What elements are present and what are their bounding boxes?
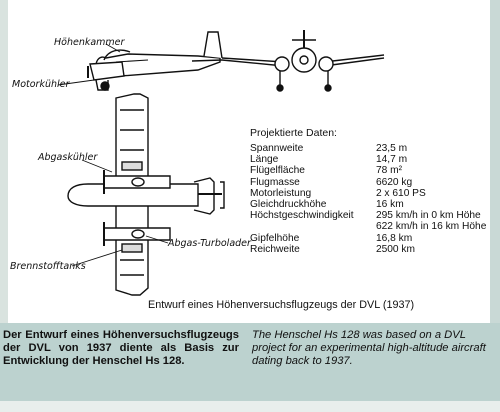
spec-label: Höchstgeschwindigkeit <box>250 210 354 222</box>
spec-label: Reichweite <box>250 243 300 255</box>
front-view <box>222 30 384 91</box>
spec-row <box>250 143 500 154</box>
spec-value: 622 km/h in 16 km Höhe <box>375 221 487 233</box>
spec-row <box>250 244 500 255</box>
spec-row <box>250 199 500 210</box>
spec-value: 16 km <box>375 199 404 211</box>
spec-label: Gipfelhöhe <box>250 232 300 244</box>
label-motorkuehler: Motorkühler <box>12 79 70 90</box>
spec-value: 2 x 610 PS <box>375 187 426 199</box>
spec-row <box>250 188 500 199</box>
spec-row <box>250 210 500 221</box>
spec-label <box>250 221 376 232</box>
drawing-caption: Entwurf eines Höhenversuchsflugzeugs der DVL (1937) <box>148 299 415 311</box>
plan-view <box>68 94 224 295</box>
spec-value: 78 m² <box>375 165 402 177</box>
label-hoehenkammer: Höhenkammer <box>54 37 125 48</box>
spec-value: 23,5 m <box>375 143 408 154</box>
label-abgas-turbolader: Abgas-Turbolader <box>168 238 251 249</box>
spec-label: Motorleistung <box>250 187 312 199</box>
caption-english: The Henschel Hs 128 was based on a DVL project for an experimental high-altitude aircraft dating back to 1937. <box>252 329 486 367</box>
spec-label: Spannweite <box>250 143 304 154</box>
spec-label: Flügelfläche <box>250 165 305 177</box>
spec-row <box>250 154 500 165</box>
spec-label: Flugmasse <box>250 176 300 188</box>
spec-row <box>250 165 500 176</box>
spec-value: 2500 km <box>375 243 416 255</box>
spec-label: Gleichdruckhöhe <box>250 199 327 211</box>
specs-table <box>250 143 500 255</box>
spec-value: 6620 kg <box>375 176 413 188</box>
spec-row <box>250 221 500 232</box>
page-bottom <box>0 401 500 412</box>
label-abgaskuehler: Abgaskühler <box>38 152 98 163</box>
spec-value: 14,7 m <box>375 154 408 166</box>
spec-label: Länge <box>250 154 279 166</box>
spec-row <box>250 177 500 188</box>
spec-value: 295 km/h in 0 km Höhe <box>375 210 481 222</box>
spec-value: 16,8 km <box>375 232 413 244</box>
label-brennstofftanks: Brennstofftanks <box>10 261 86 272</box>
specs-title: Projektierte Daten: <box>250 127 337 139</box>
spec-row <box>250 233 500 244</box>
caption-german: Der Entwurf eines Höhenversuchsflugzeugs der DVL von 1937 diente als Basis zur Entwicklung der Henschel Hs 128. <box>3 329 239 367</box>
